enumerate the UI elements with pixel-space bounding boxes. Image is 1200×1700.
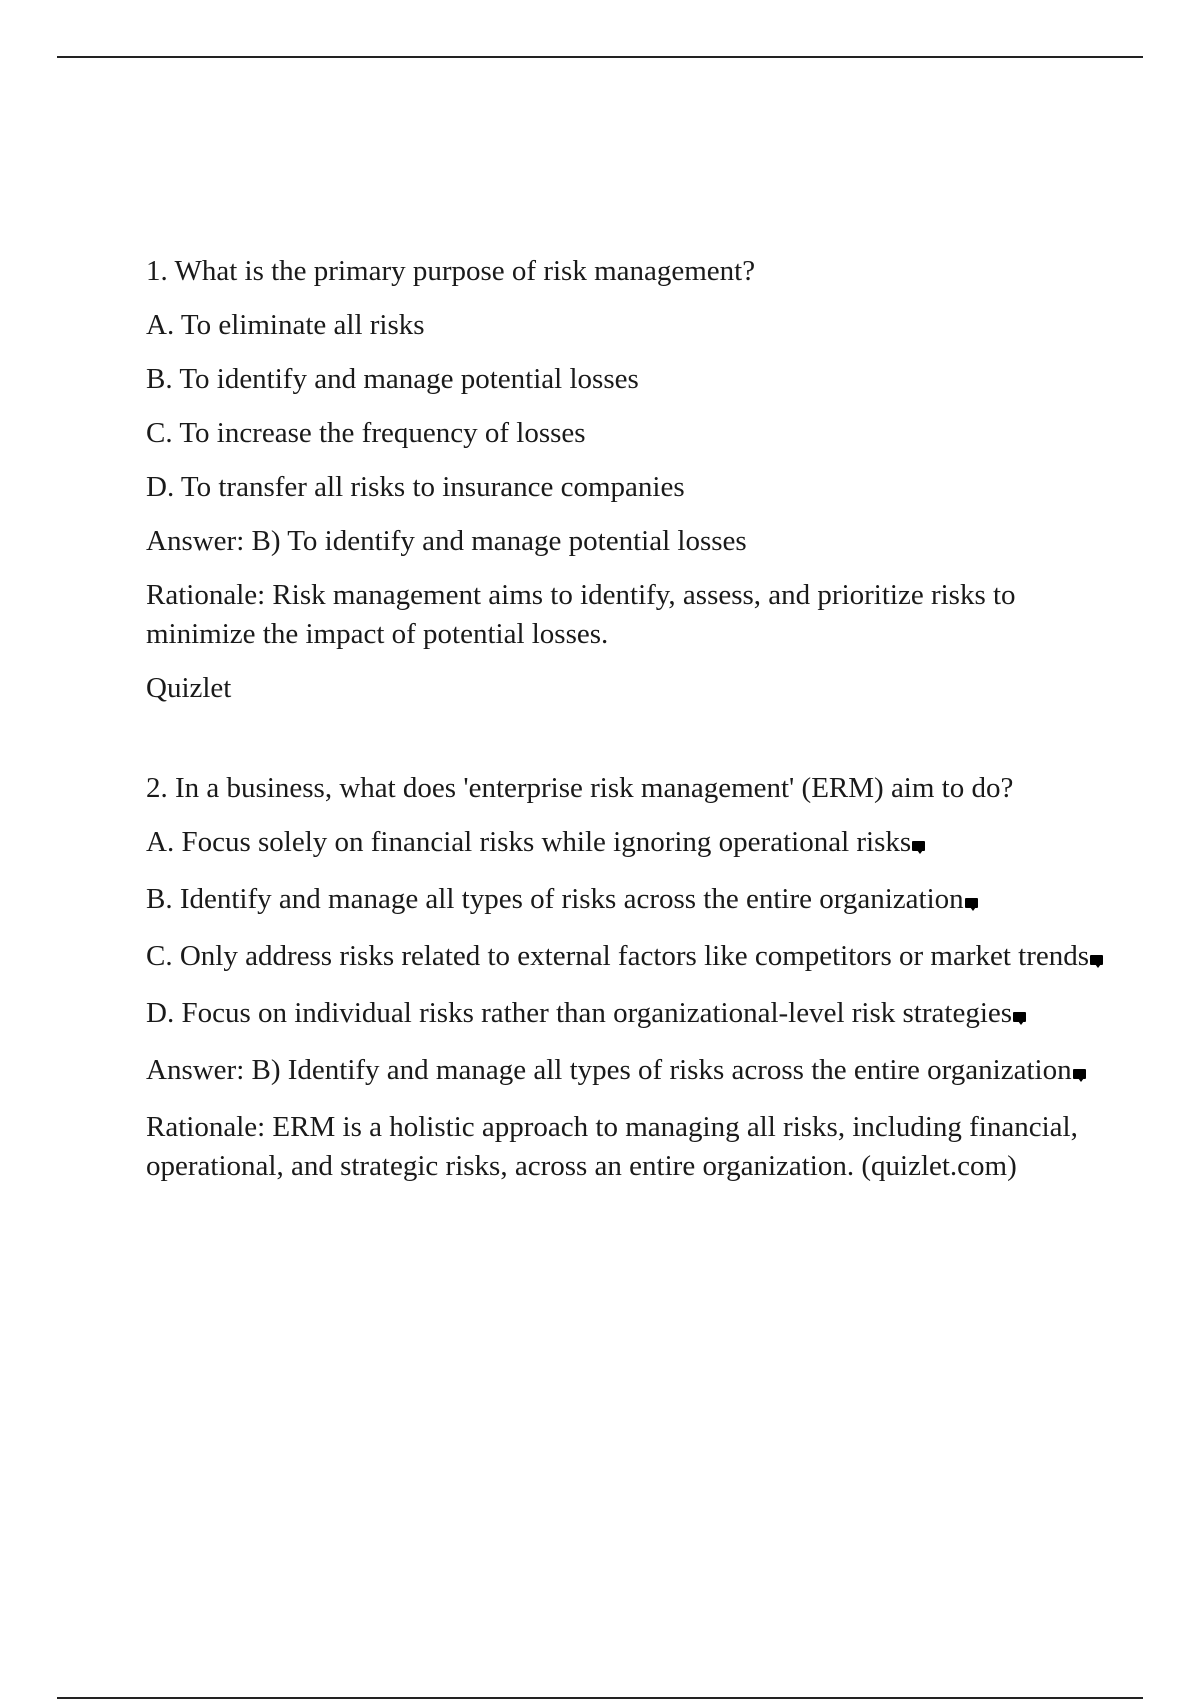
comment-marker-icon [965, 898, 978, 908]
question-block-1 [146, 252, 1106, 708]
option-c: C. Only address risks related to external factors like competitors or market trends [146, 937, 1106, 976]
comment-marker-icon [912, 841, 925, 851]
rationale-text: Rationale: ERM is a holistic approach to managing all risks, including financial, operational, and strategic risks, across an entire organization. (quizlet.com) [146, 1111, 1078, 1182]
comment-marker-icon [1013, 1012, 1026, 1022]
answer-text: Answer: B) To identify and manage potential losses [146, 525, 747, 557]
comment-marker-icon [1073, 1069, 1086, 1079]
option-d: D. To transfer all risks to insurance companies [146, 471, 685, 503]
header-rule [57, 56, 1143, 58]
document-body [146, 252, 1106, 1201]
comment-marker-icon [1090, 955, 1103, 965]
question-text: 1. What is the primary purpose of risk management? [146, 255, 756, 287]
option-a: A. Focus solely on financial risks while ignoring operational risks [146, 823, 1106, 862]
option-a: A. To eliminate all risks [146, 309, 425, 341]
rationale-text: Rationale: Risk management aims to identify, assess, and prioritize risks to minimize the impact of potential losses. [146, 579, 1016, 650]
footer-rule [57, 1697, 1143, 1699]
answer-text: Answer: B) Identify and manage all types of risks across the entire organization [146, 1051, 1106, 1090]
option-b: B. Identify and manage all types of risks across the entire organization [146, 880, 1106, 919]
question-block-2 [146, 769, 1106, 1186]
option-b: B. To identify and manage potential losses [146, 363, 639, 395]
option-d: D. Focus on individual risks rather than organizational-level risk strategies [146, 994, 1106, 1033]
source-text: Quizlet [146, 672, 232, 704]
option-c: C. To increase the frequency of losses [146, 417, 586, 449]
question-text: 2. In a business, what does 'enterprise risk management' (ERM) aim to do? [146, 772, 1014, 804]
